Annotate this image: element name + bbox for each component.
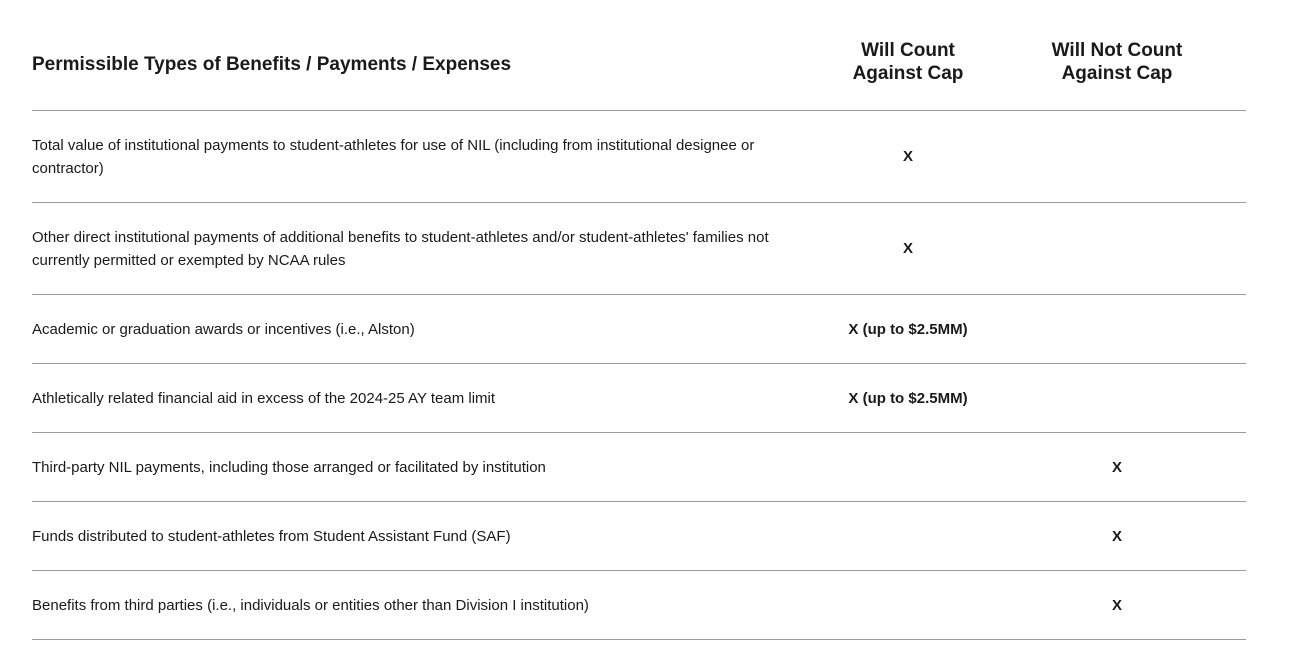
row-label: Academic or graduation awards or incentives (i.e., Alston)	[32, 295, 828, 364]
header-row	[32, 16, 1246, 111]
row-count-mark	[828, 433, 988, 502]
benefits-table	[32, 16, 1246, 640]
row-count-mark: X	[828, 203, 988, 295]
table-row	[32, 364, 1246, 433]
row-count-mark	[828, 502, 988, 571]
header-will-count-line2: Against Cap	[852, 63, 964, 84]
row-count-mark: X (up to $2.5MM)	[828, 364, 988, 433]
table-row	[32, 571, 1246, 640]
row-not-count-mark: X	[988, 433, 1246, 502]
header-will-not-count-line2: Against Cap	[1061, 63, 1173, 84]
header-will-count	[828, 16, 988, 111]
table-body	[32, 111, 1246, 640]
row-not-count-mark: X	[988, 571, 1246, 640]
row-not-count-mark	[988, 364, 1246, 433]
header-will-count-line1: Will Count	[861, 40, 955, 61]
table-header	[32, 16, 1246, 111]
table-row	[32, 502, 1246, 571]
header-will-not-count	[988, 16, 1246, 111]
row-label: Athletically related financial aid in excess of the 2024-25 AY team limit	[32, 364, 828, 433]
row-label: Total value of institutional payments to student-athletes for use of NIL (including from institutional designee or contractor)	[32, 111, 828, 203]
header-benefit-type: Permissible Types of Benefits / Payments / Expenses	[32, 16, 828, 111]
row-label: Funds distributed to student-athletes from Student Assistant Fund (SAF)	[32, 502, 828, 571]
row-count-mark	[828, 571, 988, 640]
row-count-mark: X	[828, 111, 988, 203]
row-not-count-mark	[988, 111, 1246, 203]
row-label: Third-party NIL payments, including those arranged or facilitated by institution	[32, 433, 828, 502]
table-row	[32, 433, 1246, 502]
table-row	[32, 111, 1246, 203]
row-label: Other direct institutional payments of additional benefits to student-athletes and/or student-athletes' families not currently permitted or exempted by NCAA rules	[32, 203, 828, 295]
table-row	[32, 203, 1246, 295]
row-not-count-mark: X	[988, 502, 1246, 571]
row-not-count-mark	[988, 295, 1246, 364]
row-not-count-mark	[988, 203, 1246, 295]
header-will-not-count-line1: Will Not Count	[1051, 40, 1183, 61]
row-count-mark: X (up to $2.5MM)	[828, 295, 988, 364]
row-label: Benefits from third parties (i.e., individuals or entities other than Division I institution)	[32, 571, 828, 640]
table-row	[32, 295, 1246, 364]
